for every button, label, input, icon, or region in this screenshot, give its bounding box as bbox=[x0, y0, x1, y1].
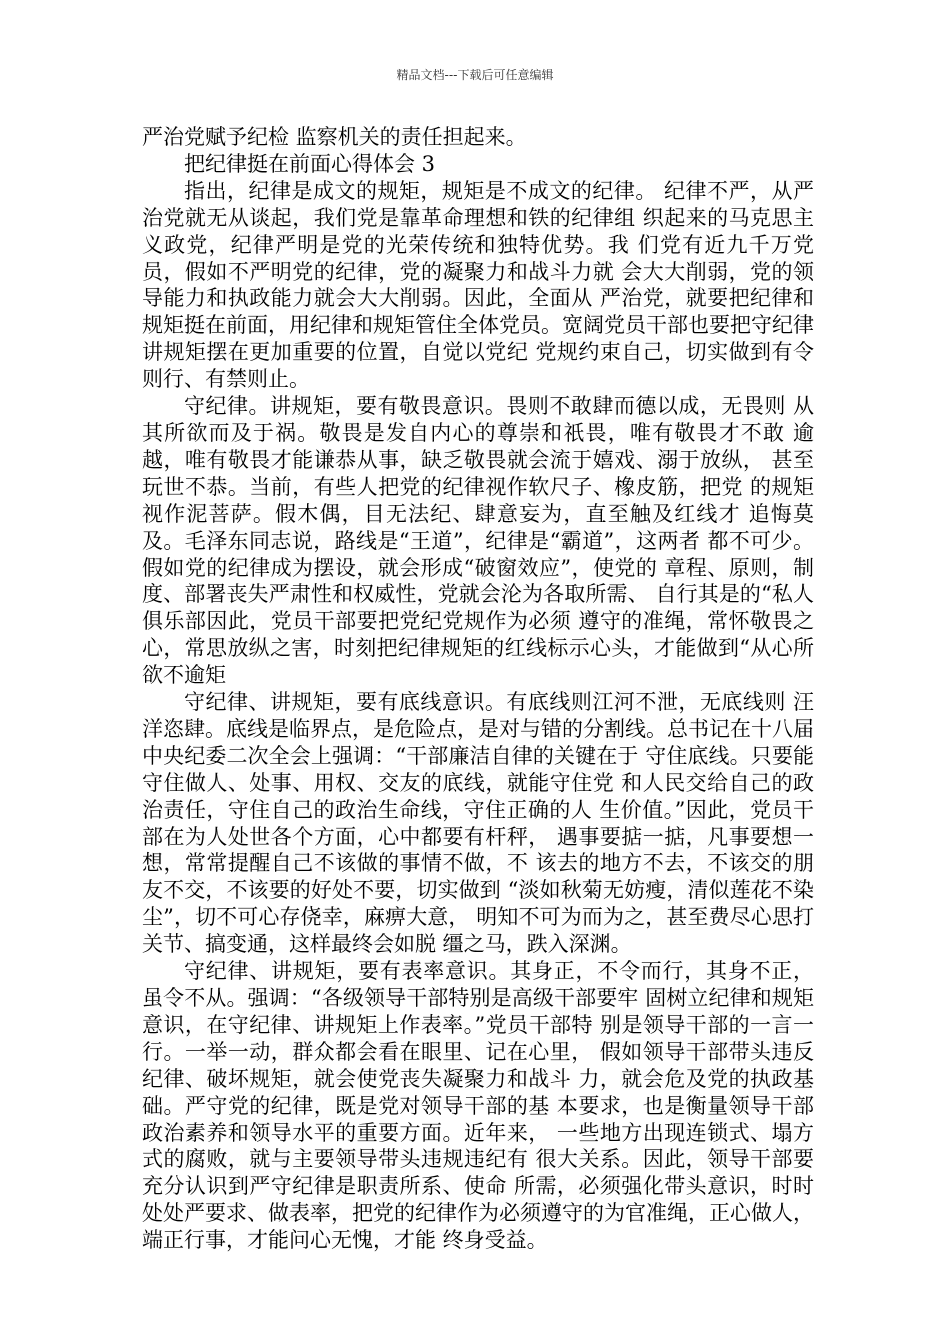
paragraph: 守纪律、讲规矩，要有底线意识。有底线则江河不泄，无底线则 汪洋恣肆。底线是临界点，是危险点，是对与错的分割线。总书记在十八届中央纪委二次全会上强调：“干部廉洁自律的关键在于 守住底线。只要能守住做人、处事、用权、交友的底线，就能守住党 和人民交给自己的政治责任，守住自己的政治生命线，守住正确的人 生价值。”因此，党员干部在为人处世各个方面，心中都要有杆秤， 遇事要掂一掂，凡事要想一想，常常提醒自己不该做的事情不做，不 该去的地方不去，不该交的朋友不交，不该要的好处不要，切实做到 “淡如秋菊无妨瘦，清似莲花不染尘”，切不可心存侥幸，麻痹大意， 明知不可为而为之，甚至费尽心思打关节、搞变通，这样最终会如脱 缰之马，跌入深渊。 bbox=[142, 690, 814, 957]
document-body bbox=[142, 124, 814, 1254]
paragraph: 守纪律。讲规矩，要有敬畏意识。畏则不敢肆而德以成，无畏则 从其所欲而及于祸。敬畏是发自内心的尊崇和祇畏，唯有敬畏才不敢 逾越，唯有敬畏才能谦恭从事，缺乏敬畏就会流于嬉戏、溺于放纵， 甚至玩世不恭。当前，有些人把党的纪律视作软尺子、橡皮筋，把党 的规矩视作泥菩萨。假木偶，目无法纪、肆意妄为，直至触及红线才 追悔莫及。毛泽东同志说，路线是“王道”，纪律是“霸道”，这两者 都不可少。假如党的纪律成为摆设，就会形成“破窗效应”，使党的 章程、原则，制度、部署丧失严肃性和权威性，党就会沦为各取所需、 自行其是的“私人俱乐部因此，党员干部要把党纪党规作为必须 遵守的准绳，常怀敬畏之心，常思放纵之害，时刻把纪律规矩的红线标示心头，才能做到“从心所欲不逾矩 bbox=[142, 394, 814, 688]
page-header: 精品文档---下载后可任意编辑 bbox=[396, 68, 554, 82]
paragraph: 守纪律、讲规矩，要有表率意识。其身正，不令而行，其身不正， 虽令不从。强调：“各级领导干部特别是高级干部要牢 固树立纪律和规矩意识，在守纪律、讲规矩上作表率。”党员干部特 别是领导干部的一言一行。一举一动，群众都会看在眼里、记在心里， 假如领导干部带头违反纪律、破坏规矩，就会使党丧失凝聚力和战斗 力，就会危及党的执政基础。严守党的纪律，既是党对领导干部的基 本要求，也是衡量领导干部政治素养和领导水平的重要方面。近年来， 一些地方出现连锁式、塌方式的腐败，就与主要领导带头违规违纪有 很大关系。因此，领导干部要充分认识到严守纪律是职责所系、使命 所需，必须强化带头意识，时时处处严要求、做表率，把党的纪律作为必须遵守的为官准绳，正心做人，端正行事，才能问心无愧，才能 终身受益。 bbox=[142, 959, 814, 1253]
paragraph-continuation: 严治党赋予纪检 监察机关的责任担起来。 bbox=[142, 125, 527, 149]
section-title: 把纪律挺在前面心得体会 3 bbox=[184, 151, 436, 176]
paragraph: 指出，纪律是成文的规矩，规矩是不成文的纪律。 纪律不严，从严治党就无从谈起，我们党是靠革命理想和铁的纪律组 织起来的马克思主义政党，纪律严明是党的光荣传统和独特优势。我 们党有近九千万党员，假如不严明党的纪律，党的凝聚力和战斗力就 会大大削弱，党的领导能力和执政能力就会大大削弱。因此，全面从 严治党，就要把纪律和规矩挺在前面，用纪律和规矩管住全体党员。宽阔党员干部也要把守纪律讲规矩摆在更加重要的位置，自觉以党纪 党规约束自己，切实做到有令则行、有禁则止。 bbox=[142, 178, 814, 392]
